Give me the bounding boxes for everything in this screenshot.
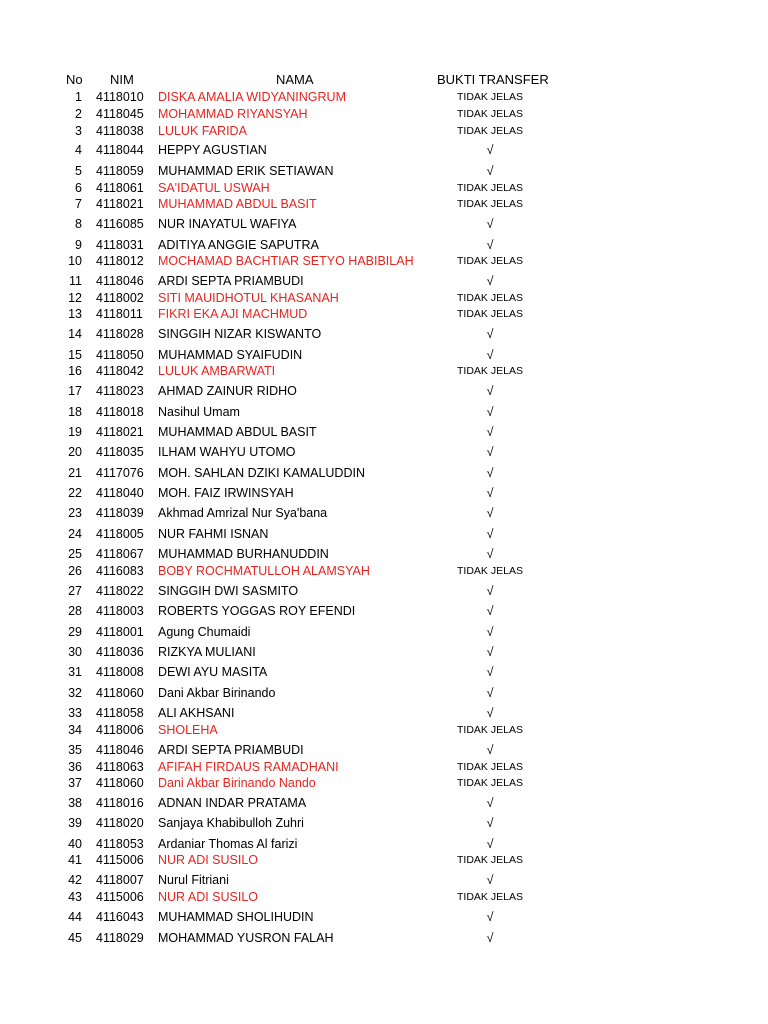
row-bukti-transfer: TIDAK JELAS <box>457 777 523 789</box>
row-nama: Dani Akbar Birinando Nando <box>158 776 316 790</box>
header-bukti-transfer: BUKTI TRANSFER <box>437 72 549 87</box>
table-row <box>0 563 768 579</box>
row-nim: 4118036 <box>96 645 144 659</box>
row-bukti-transfer: TIDAK JELAS <box>457 91 523 103</box>
checkmark-icon: √ <box>486 645 494 659</box>
row-nim: 4118059 <box>96 164 144 178</box>
row-nama: FIKRI EKA AJI MACHMUD <box>158 307 308 321</box>
row-nim: 4118020 <box>96 816 144 830</box>
table-row <box>0 775 768 791</box>
table-row <box>0 603 768 619</box>
row-number: 3 <box>75 124 82 138</box>
table-row <box>0 722 768 738</box>
row-number: 15 <box>68 348 82 362</box>
row-nim: 4117076 <box>96 466 144 480</box>
row-nama: SITI MAUIDHOTUL KHASANAH <box>158 291 339 305</box>
row-nim: 4118011 <box>96 307 143 321</box>
row-nim: 4118021 <box>96 425 144 439</box>
row-number: 2 <box>75 107 82 121</box>
row-nim: 4118012 <box>96 254 144 268</box>
row-nim: 4118008 <box>96 665 144 679</box>
row-nama: NUR ADI SUSILO <box>158 890 259 904</box>
row-nama: NUR ADI SUSILO <box>158 853 259 867</box>
row-nama: SINGGIH NIZAR KISWANTO <box>158 327 322 341</box>
row-nama: MUHAMMAD SHOLIHUDIN <box>158 910 314 924</box>
row-nama: ROBERTS YOGGAS ROY EFENDI <box>158 604 356 618</box>
row-number: 23 <box>68 506 82 520</box>
table-row <box>0 909 768 925</box>
checkmark-icon: √ <box>486 327 494 341</box>
row-nama: MUHAMMAD ABDUL BASIT <box>158 197 317 211</box>
table-row <box>0 759 768 775</box>
table-row <box>0 795 768 811</box>
checkmark-icon: √ <box>486 445 494 459</box>
row-nim: 4118002 <box>96 291 144 305</box>
row-number: 16 <box>68 364 82 378</box>
row-nama: Dani Akbar Birinando <box>158 686 276 700</box>
row-nama: ADITIYA ANGGIE SAPUTRA <box>158 238 319 252</box>
table-row <box>0 664 768 680</box>
row-number: 11 <box>69 274 82 288</box>
row-number: 36 <box>68 760 82 774</box>
table-row <box>0 815 768 831</box>
row-nim: 4118007 <box>96 873 144 887</box>
table-row <box>0 505 768 521</box>
row-number: 37 <box>68 776 82 790</box>
table-row <box>0 644 768 660</box>
checkmark-icon: √ <box>486 466 494 480</box>
row-nim: 4116083 <box>96 564 144 578</box>
row-number: 13 <box>68 307 82 321</box>
row-number: 35 <box>68 743 82 757</box>
checkmark-icon: √ <box>486 837 494 851</box>
row-nim: 4118039 <box>96 506 144 520</box>
row-number: 25 <box>68 547 82 561</box>
row-nama: MOCHAMAD BACHTIAR SETYO HABIBILAH <box>158 254 414 268</box>
row-nama: ALI AKHSANI <box>158 706 235 720</box>
row-nama: MOH. SAHLAN DZIKI KAMALUDDIN <box>158 466 365 480</box>
table-row <box>0 253 768 269</box>
row-nama: Agung Chumaidi <box>158 625 251 639</box>
row-nim: 4118006 <box>96 723 144 737</box>
row-nim: 4118042 <box>96 364 144 378</box>
row-bukti-transfer: TIDAK JELAS <box>457 761 523 773</box>
row-nim: 4118023 <box>96 384 144 398</box>
table-row <box>0 326 768 342</box>
row-number: 27 <box>68 584 82 598</box>
checkmark-icon: √ <box>486 506 494 520</box>
checkmark-icon: √ <box>486 405 494 419</box>
row-nim: 4118060 <box>96 776 144 790</box>
row-nim: 4118045 <box>96 107 144 121</box>
table-row <box>0 306 768 322</box>
row-number: 28 <box>68 604 82 618</box>
row-nim: 4118061 <box>96 181 144 195</box>
row-number: 1 <box>75 90 82 104</box>
row-bukti-transfer: TIDAK JELAS <box>457 854 523 866</box>
row-nim: 4118029 <box>96 931 144 945</box>
row-bukti-transfer: TIDAK JELAS <box>457 724 523 736</box>
table-row <box>0 290 768 306</box>
row-number: 30 <box>68 645 82 659</box>
checkmark-icon: √ <box>486 274 494 288</box>
table-row <box>0 889 768 905</box>
row-number: 10 <box>68 254 82 268</box>
table-row <box>0 123 768 139</box>
row-nim: 4118063 <box>96 760 144 774</box>
table-row <box>0 546 768 562</box>
row-number: 31 <box>68 665 82 679</box>
checkmark-icon: √ <box>486 238 494 252</box>
row-nim: 4118058 <box>96 706 144 720</box>
table-row <box>0 237 768 253</box>
checkmark-icon: √ <box>486 665 494 679</box>
row-number: 7 <box>75 197 82 211</box>
header-nim: NIM <box>110 72 134 87</box>
row-nama: Ardaniar Thomas Al farizi <box>158 837 298 851</box>
table-row <box>0 273 768 289</box>
row-number: 12 <box>68 291 82 305</box>
row-number: 22 <box>68 486 82 500</box>
row-number: 5 <box>75 164 82 178</box>
table-row <box>0 583 768 599</box>
checkmark-icon: √ <box>486 384 494 398</box>
row-nama: MOHAMMAD YUSRON FALAH <box>158 931 334 945</box>
row-nama: SA'IDATUL USWAH <box>158 181 270 195</box>
row-number: 26 <box>68 564 82 578</box>
row-nama: RIZKYA MULIANI <box>158 645 256 659</box>
row-nama: MUHAMMAD BURHANUDDIN <box>158 547 329 561</box>
row-nama: ARDI SEPTA PRIAMBUDI <box>158 743 304 757</box>
row-number: 9 <box>75 238 82 252</box>
table-row <box>0 685 768 701</box>
table-row <box>0 930 768 946</box>
row-nama: LULUK FARIDA <box>158 124 247 138</box>
checkmark-icon: √ <box>486 486 494 500</box>
table-row <box>0 485 768 501</box>
table-row <box>0 852 768 868</box>
row-bukti-transfer: TIDAK JELAS <box>457 308 523 320</box>
row-number: 6 <box>75 181 82 195</box>
header-nama: NAMA <box>276 72 314 87</box>
row-number: 29 <box>68 625 82 639</box>
table-row <box>0 216 768 232</box>
checkmark-icon: √ <box>486 796 494 810</box>
row-nim: 4118046 <box>96 743 144 757</box>
row-number: 4 <box>75 143 82 157</box>
row-nim: 4118044 <box>96 143 144 157</box>
row-nim: 4115006 <box>96 853 144 867</box>
row-number: 39 <box>68 816 82 830</box>
row-nama: NUR INAYATUL WAFIYA <box>158 217 297 231</box>
checkmark-icon: √ <box>486 425 494 439</box>
checkmark-icon: √ <box>486 706 494 720</box>
table-row <box>0 180 768 196</box>
row-number: 33 <box>68 706 82 720</box>
table-row <box>0 836 768 852</box>
row-nim: 4118028 <box>96 327 144 341</box>
row-nim: 4118003 <box>96 604 144 618</box>
row-nim: 4118005 <box>96 527 144 541</box>
row-bukti-transfer: TIDAK JELAS <box>457 255 523 267</box>
row-nim: 4115006 <box>96 890 144 904</box>
table-row <box>0 444 768 460</box>
row-bukti-transfer: TIDAK JELAS <box>457 125 523 137</box>
row-number: 44 <box>68 910 82 924</box>
table-row <box>0 106 768 122</box>
row-nim: 4118031 <box>96 238 144 252</box>
table-row <box>0 383 768 399</box>
table-row <box>0 89 768 105</box>
table-row <box>0 424 768 440</box>
row-nama: SINGGIH DWI SASMITO <box>158 584 299 598</box>
row-number: 8 <box>75 217 82 231</box>
checkmark-icon: √ <box>486 625 494 639</box>
row-nim: 4118001 <box>96 625 144 639</box>
row-nama: ILHAM WAHYU UTOMO <box>158 445 296 459</box>
table-row <box>0 526 768 542</box>
row-nama: MOHAMMAD RIYANSYAH <box>158 107 308 121</box>
row-nim: 4118022 <box>96 584 144 598</box>
row-nim: 4116085 <box>96 217 144 231</box>
row-nama: Sanjaya Khabibulloh Zuhri <box>158 816 304 830</box>
table-row <box>0 624 768 640</box>
row-number: 18 <box>68 405 82 419</box>
row-number: 20 <box>68 445 82 459</box>
row-number: 17 <box>68 384 82 398</box>
table-row <box>0 872 768 888</box>
table-row <box>0 363 768 379</box>
row-nim: 4118046 <box>96 274 144 288</box>
row-number: 43 <box>68 890 82 904</box>
row-nim: 4118016 <box>96 796 144 810</box>
row-number: 38 <box>68 796 82 810</box>
table-row <box>0 196 768 212</box>
checkmark-icon: √ <box>486 873 494 887</box>
row-nama: Nasihul Umam <box>158 405 240 419</box>
row-nama: LULUK AMBARWATI <box>158 364 276 378</box>
row-bukti-transfer: TIDAK JELAS <box>457 565 523 577</box>
row-nim: 4118060 <box>96 686 144 700</box>
row-nama: MUHAMMAD SYAIFUDIN <box>158 348 303 362</box>
row-number: 40 <box>68 837 82 851</box>
row-bukti-transfer: TIDAK JELAS <box>457 292 523 304</box>
row-nim: 4118038 <box>96 124 144 138</box>
checkmark-icon: √ <box>486 547 494 561</box>
row-number: 41 <box>68 853 82 867</box>
row-bukti-transfer: TIDAK JELAS <box>457 365 523 377</box>
table-row <box>0 404 768 420</box>
row-nama: Nurul Fitriani <box>158 873 229 887</box>
row-nama: DEWI AYU MASITA <box>158 665 268 679</box>
row-number: 21 <box>68 466 82 480</box>
row-nama: MUHAMMAD ABDUL BASIT <box>158 425 317 439</box>
row-nama: DISKA AMALIA WIDYANINGRUM <box>158 90 347 104</box>
row-number: 32 <box>68 686 82 700</box>
row-number: 24 <box>68 527 82 541</box>
row-bukti-transfer: TIDAK JELAS <box>457 891 523 903</box>
checkmark-icon: √ <box>486 348 494 362</box>
row-nama: ADNAN INDAR PRATAMA <box>158 796 307 810</box>
row-nama: NUR FAHMI ISNAN <box>158 527 269 541</box>
table-row <box>0 705 768 721</box>
row-number: 45 <box>68 931 82 945</box>
checkmark-icon: √ <box>486 816 494 830</box>
checkmark-icon: √ <box>486 217 494 231</box>
row-nama: Akhmad Amrizal Nur Sya'bana <box>158 506 328 520</box>
row-nama: AFIFAH FIRDAUS RAMADHANI <box>158 760 339 774</box>
checkmark-icon: √ <box>486 931 494 945</box>
table-row <box>0 163 768 179</box>
row-nim: 4118021 <box>96 197 144 211</box>
header-no: No <box>66 72 83 87</box>
table-row <box>0 142 768 158</box>
row-bukti-transfer: TIDAK JELAS <box>457 182 523 194</box>
row-number: 34 <box>68 723 82 737</box>
table-row <box>0 742 768 758</box>
row-nama: HEPPY AGUSTIAN <box>158 143 267 157</box>
row-bukti-transfer: TIDAK JELAS <box>457 108 523 120</box>
row-number: 42 <box>68 873 82 887</box>
row-nama: MOH. FAIZ IRWINSYAH <box>158 486 294 500</box>
checkmark-icon: √ <box>486 584 494 598</box>
checkmark-icon: √ <box>486 743 494 757</box>
row-number: 14 <box>68 327 82 341</box>
row-nim: 4116043 <box>96 910 144 924</box>
checkmark-icon: √ <box>486 604 494 618</box>
row-nama: BOBY ROCHMATULLOH ALAMSYAH <box>158 564 370 578</box>
row-nama: AHMAD ZAINUR RIDHO <box>158 384 297 398</box>
row-nim: 4118050 <box>96 348 144 362</box>
row-number: 19 <box>68 425 82 439</box>
checkmark-icon: √ <box>486 143 494 157</box>
row-nama: ARDI SEPTA PRIAMBUDI <box>158 274 304 288</box>
row-nim: 4118018 <box>96 405 144 419</box>
row-nim: 4118010 <box>96 90 144 104</box>
row-nim: 4118053 <box>96 837 144 851</box>
row-nim: 4118040 <box>96 486 144 500</box>
table-row <box>0 465 768 481</box>
checkmark-icon: √ <box>486 686 494 700</box>
row-nim: 4118067 <box>96 547 144 561</box>
row-bukti-transfer: TIDAK JELAS <box>457 198 523 210</box>
table-row <box>0 347 768 363</box>
checkmark-icon: √ <box>486 527 494 541</box>
row-nim: 4118035 <box>96 445 144 459</box>
checkmark-icon: √ <box>486 910 494 924</box>
checkmark-icon: √ <box>486 164 494 178</box>
row-nama: SHOLEHA <box>158 723 218 737</box>
row-nama: MUHAMMAD ERIK SETIAWAN <box>158 164 334 178</box>
